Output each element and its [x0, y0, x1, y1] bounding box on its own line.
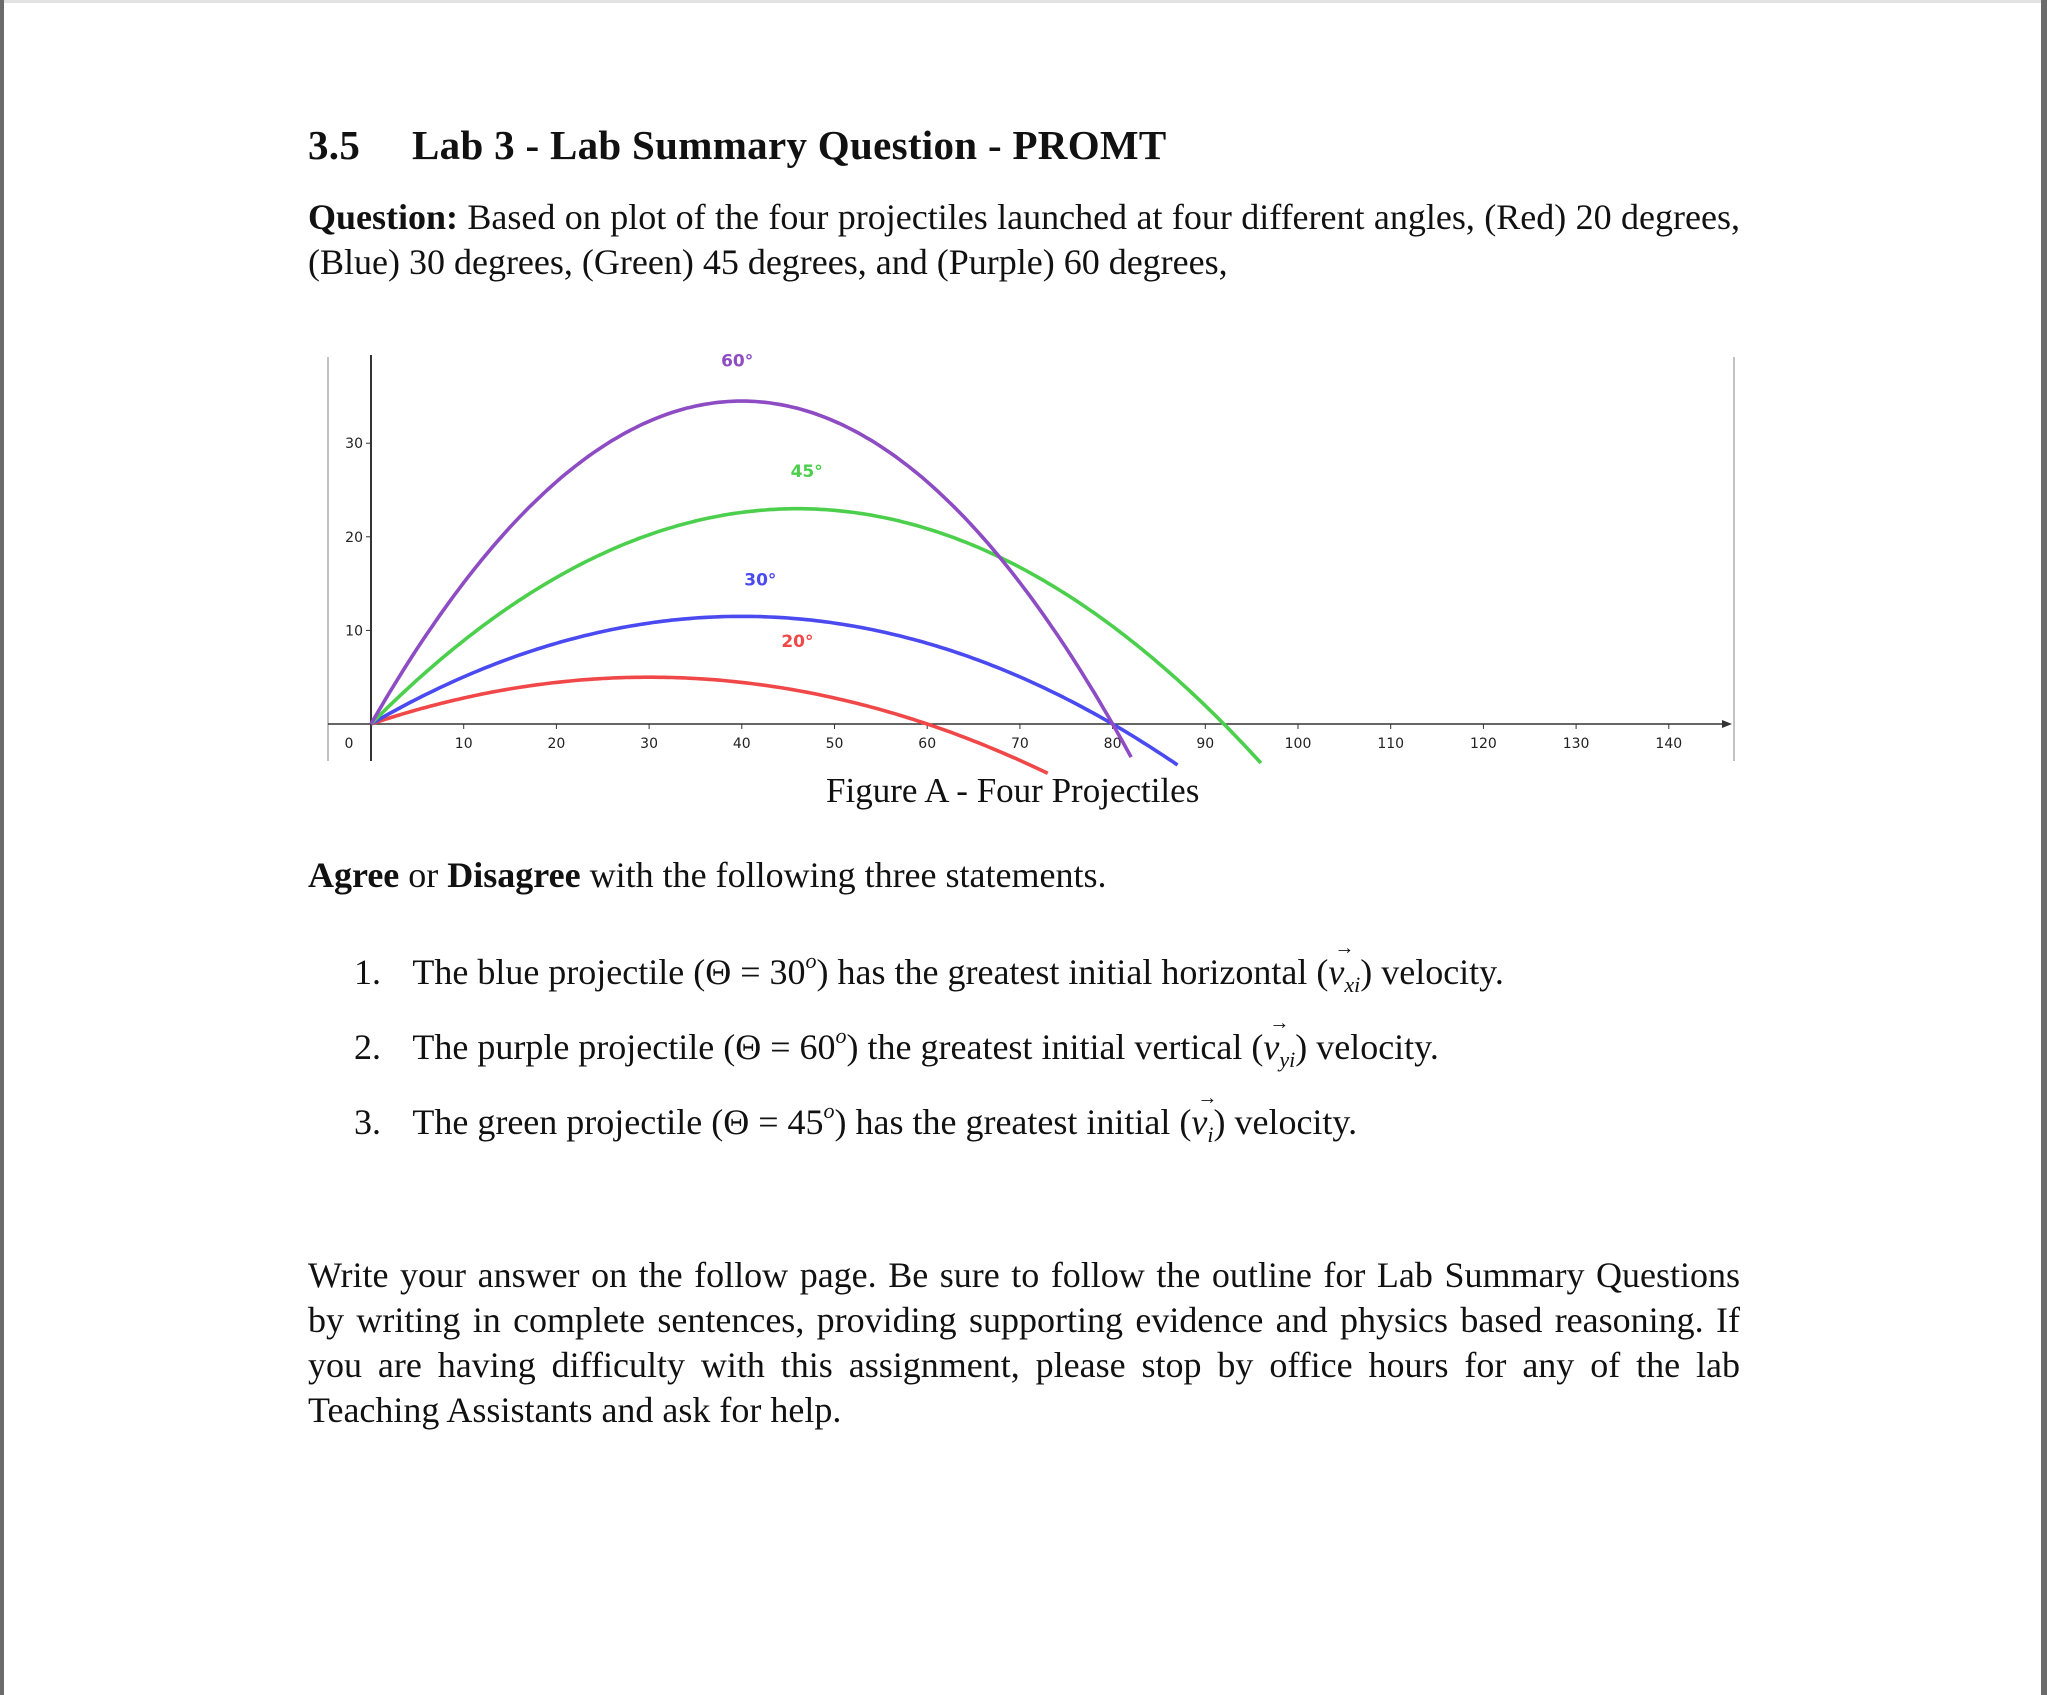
statement-number: 1.: [354, 952, 381, 992]
velocity-vector: → v: [1191, 1100, 1207, 1145]
velocity-subscript: xi: [1344, 972, 1361, 997]
question-text: Based on plot of the four projectiles launched at four different angles, (Red) 20 degrees, (Blue) 30 degrees, (Green) 45 degrees, and (Purple) 60 degrees,: [308, 197, 1740, 282]
x-tick-label: 30: [640, 736, 659, 752]
velocity-subscript: i: [1207, 1122, 1214, 1147]
statement-mid: ) the greatest initial vertical (: [846, 1027, 1264, 1067]
origin-label: 0: [344, 736, 354, 752]
section-title: Lab 3 - Lab Summary Question - PROMT: [412, 122, 1167, 168]
instructions-rest: with the following three statements.: [589, 855, 1107, 895]
velocity-vector: → v: [1328, 950, 1344, 995]
x-tick-label: 140: [1655, 736, 1683, 752]
statement-mid: ) has the greatest initial (: [834, 1102, 1192, 1142]
chart-svg: [324, 351, 1744, 771]
statement-post: ) velocity.: [1360, 952, 1504, 992]
degree-superscript: o: [835, 1023, 847, 1048]
y-tick-label: 30: [345, 436, 363, 453]
angle-label-30: 30°: [744, 570, 777, 591]
velocity-subscript: yi: [1279, 1047, 1296, 1072]
statement-item: [354, 938, 1754, 1013]
agree-word: Agree: [308, 855, 400, 895]
statement-number: 2.: [354, 1027, 381, 1067]
x-tick-label: 80: [1103, 736, 1122, 752]
statement-pre: The purple projectile (Θ = 60: [412, 1027, 836, 1067]
question-paragraph: [308, 195, 1740, 285]
statement-list: [354, 938, 1754, 1163]
document-page: [4, 0, 2041, 1695]
instructions-paragraph: [308, 853, 1740, 898]
x-tick-label: 70: [1010, 736, 1029, 752]
statement-number: 3.: [354, 1102, 381, 1142]
x-tick-label: 10: [454, 736, 473, 752]
or-word: or: [408, 855, 439, 895]
section-heading: [308, 121, 1167, 169]
x-tick-label: 100: [1284, 736, 1312, 752]
trajectory-45-deg: [371, 509, 1261, 763]
degree-superscript: o: [805, 948, 817, 973]
disagree-word: Disagree: [447, 855, 581, 895]
angle-label-45: 45°: [790, 461, 823, 482]
statement-mid: ) has the greatest initial horizontal (: [816, 952, 1329, 992]
question-label: Question:: [308, 197, 459, 237]
statement-pre: The blue projectile (Θ = 30: [412, 952, 806, 992]
x-axis-arrow: [1722, 720, 1732, 728]
angle-label-20: 20°: [781, 632, 814, 653]
statement-pre: The green projectile (Θ = 45: [412, 1102, 824, 1142]
closing-paragraph: Write your answer on the follow page. Be sure to follow the outline for Lab Summary Questions by writing in complete sentences, providing supporting evidence and physics based reasoning. If you are having difficulty with this assignment, please stop by office hours for any of the lab Teaching Assistants and ask for help.: [308, 1255, 1740, 1430]
x-tick-label: 110: [1377, 736, 1405, 752]
figure-caption: Figure A - Four Projectiles: [826, 771, 1200, 810]
y-tick-label: 10: [345, 623, 363, 640]
statement-item: [354, 1088, 1754, 1163]
x-tick-label: 50: [825, 736, 844, 752]
statement-post: ) velocity.: [1295, 1027, 1439, 1067]
x-tick-label: 130: [1562, 736, 1590, 752]
angle-label-60: 60°: [721, 351, 754, 372]
x-tick-label: 40: [732, 736, 751, 752]
trajectory-20-deg: [371, 677, 1048, 773]
velocity-vector: → v: [1263, 1025, 1279, 1070]
projectile-chart: [324, 351, 1744, 771]
x-tick-label: 120: [1470, 736, 1497, 752]
degree-superscript: o: [823, 1098, 835, 1123]
y-tick-label: 20: [345, 529, 363, 546]
x-tick-label: 90: [1196, 736, 1215, 752]
x-tick-label: 20: [547, 736, 566, 752]
statement-item: [354, 1013, 1754, 1088]
statement-post: ) velocity.: [1213, 1102, 1358, 1142]
section-number: 3.5: [308, 122, 361, 168]
x-tick-label: 60: [918, 736, 937, 752]
